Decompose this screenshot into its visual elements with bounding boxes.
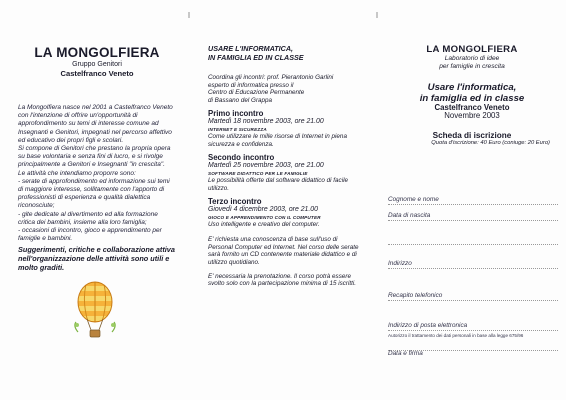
meeting-3 <box>208 197 364 228</box>
meeting-date: Giovedì 4 dicembre 2003, ore 21.00 <box>208 206 318 213</box>
course-title-line: in famiglia ed in classe <box>419 92 525 104</box>
meeting-date: Martedì 25 novembre 2003, ore 21.00 <box>208 162 324 170</box>
coordinator-text <box>208 74 364 104</box>
birthdate-field[interactable] <box>388 210 558 221</box>
field-label: Cognome e nome <box>388 196 439 203</box>
meeting-date: Martedì 18 novembre 2003, ore 21.00 <box>208 118 324 126</box>
email-field[interactable] <box>388 320 558 331</box>
course-date: Novembre 2003 <box>444 111 500 121</box>
phone-field[interactable] <box>388 290 558 301</box>
middle-panel <box>192 0 370 400</box>
meeting-title: Terzo incontro <box>208 197 262 206</box>
form-title: Scheda di iscrizione <box>432 130 512 140</box>
coordinator-line: Centro di Educazione Permanente <box>208 89 305 97</box>
activities-list <box>18 178 176 244</box>
meeting-description: Le possibilità offerte dal software didattico di facile utilizzo. <box>208 177 349 192</box>
intro-paragraph: La Mongolfiera nasce nel 2001 a Castelfranco Veneto con l'intenzione di offrire un'opportunità di approfondimento su temi di interesse comune ad Insegnanti e Genitori, impegnati nel percorso affettivo ed educativo dei propri figli e scolari. <box>18 104 173 144</box>
course-heading <box>208 45 364 62</box>
left-panel <box>0 0 190 400</box>
list-item: - gite dedicate al divertimento ed alla formazione critica dei bambini, insieme alla loro famiglia; <box>18 210 158 226</box>
consent-label: Autorizzo il trattamento dei dati personali in base alla legge 675/96 <box>388 333 524 338</box>
course-title-line: Usare l'informatica, <box>427 81 517 93</box>
form-group-subtitle: Laboratorio di idee <box>444 55 500 62</box>
group-title: LA MONGOLFIERA <box>34 45 160 60</box>
address-field[interactable] <box>388 258 558 269</box>
course-heading-line: USARE L'INFORMATICA, <box>208 44 294 53</box>
course-place: Castelfranco Veneto <box>434 102 510 112</box>
coordinator-line: esperto di informatica presso il <box>208 81 294 89</box>
meeting-caption: INTERNET E SICUREZZA <box>208 127 267 133</box>
reservation-note: E' necessaria la prenotazione. Il corso potrà essere svolto solo con la partecipazione minima di 15 iscritti. <box>208 273 357 288</box>
intro-paragraph: Si compone di Genitori che prestano la propria opera su base volontaria e senza fini di lucro, e si rivolge principalmente a Genitori e Insegnanti "in crescita". <box>18 145 171 169</box>
meeting-title: Secondo incontro <box>208 153 275 163</box>
list-item: - occasioni di incontro, gioco e apprendimento per famiglie e bambini. <box>18 227 162 243</box>
field-label: Indirizzo di posta elettronica <box>388 322 468 329</box>
field-label: Indirizzo <box>388 260 412 267</box>
fee-text: Quota d'iscrizione: 40 Euro (coniuge: 20 Euro) <box>431 139 550 146</box>
list-item: - serate di approfondimento ed informazione sui temi di maggiore interesse, sollitamente con l'apporto di professionisti di esperienza e qualità dialettica riconosciute; <box>18 177 170 210</box>
course-heading-line: IN FAMIGLIA ED IN CLASSE <box>208 52 304 62</box>
intro-paragraph: Le attività che intendiamo proporre sono: <box>18 169 136 177</box>
coordinator-line: di Bassano del Grappa <box>208 96 273 104</box>
meeting-caption: GIOCO E APPRENDIMENTO CON IL COMPUTER <box>208 215 321 220</box>
field-label: Data e firma <box>388 350 423 357</box>
signature-field[interactable] <box>388 350 558 361</box>
fold-mark-top <box>376 12 378 18</box>
coordinator-line: Coordina gli incontri: prof. Pierantonio Garlini <box>208 74 334 81</box>
right-panel <box>380 0 566 400</box>
meeting-caption: SOFTWARE DIDATTICO PER LE FAMIGLIE <box>208 171 308 177</box>
form-group-title: LA MONGOLFIERA <box>426 44 518 55</box>
field-label: Data di nascita <box>388 212 431 219</box>
address-extra-line[interactable] <box>388 234 558 245</box>
group-place: Castelfranco Veneto <box>60 69 134 78</box>
closing-text: Suggerimenti, critiche e collaborazione attiva nell'organizzazione delle attività sono utili e molto graditi. <box>18 245 175 273</box>
meeting-2 <box>208 153 364 192</box>
form-group-subtitle: per famiglie in crescita <box>439 62 505 70</box>
name-field[interactable] <box>388 194 558 205</box>
hot-air-balloon-icon <box>72 280 118 342</box>
consent-text <box>388 331 558 339</box>
meeting-1 <box>208 109 364 148</box>
group-subtitle: Gruppo Genitori <box>72 61 122 68</box>
meeting-title: Primo incontro <box>208 109 264 119</box>
meeting-description: Come utilizzare le mille risorse di Internet in piena sicurezza e confidenza. <box>208 133 347 148</box>
name-field-line[interactable] <box>388 222 558 232</box>
meeting-description: Uso intelligente e creativo del computer. <box>208 221 320 228</box>
field-label: Recapito telefonico <box>388 292 443 299</box>
requirements-note: E' richiesta una conoscenza di base sull'uso di Personal Computer ed Internet. Nel corso delle serate sarà fornito un CD contenente materiale didattico e di utilizzo quotidiano. <box>208 236 359 266</box>
course-title <box>386 82 558 104</box>
intro-text <box>18 104 176 243</box>
